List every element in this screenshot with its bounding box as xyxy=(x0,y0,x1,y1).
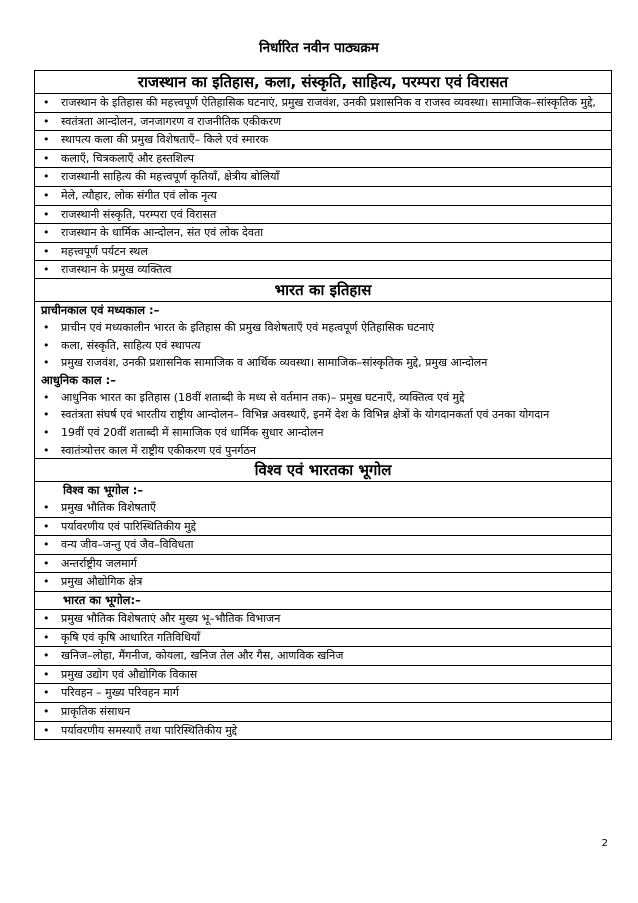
list-item: • वन्य जीव–जन्तु एवं जैव–विविधता xyxy=(35,536,611,555)
section-body-geography xyxy=(35,482,611,739)
list-item: • कला, संस्कृति, साहित्य एवं स्थापत्य xyxy=(35,337,611,355)
list-item: • पर्यावरणीय समस्याएँ तथा पारिस्थितिकीय मुद्दे xyxy=(35,722,611,740)
list-item: • महत्त्वपूर्ण पर्यटन स्थल xyxy=(35,243,611,262)
list-item: • राजस्थान के इतिहास की महत्त्वपूर्ण ऐतिहासिक घटनाएं, प्रमुख राजवंश, उनकी प्रशासनिक व राजस्व व्यवस्था। सामाजिक–सांस्कृतिक मुद्दे, xyxy=(35,94,611,113)
list-item: • राजस्थानी संस्कृति, परम्परा एवं विरासत xyxy=(35,206,611,225)
list-item: • स्थापत्य कला की प्रमुख विशेषताएँ– किले एवं स्मारक xyxy=(35,131,611,150)
section-heading-rajasthan-history: राजस्थान का इतिहास, कला, संस्कृति, साहित्य, परम्परा एवं विरासत xyxy=(35,71,611,94)
page-title: निर्धारित नवीन पाठ्यक्रम xyxy=(259,40,379,56)
list-item: • प्रमुख उद्योग एवं औद्योगिक विकास xyxy=(35,666,611,685)
list-item: • प्रमुख भौतिक विशेषताएं और मुख्य भू–भौतिक विभाजन xyxy=(35,610,611,629)
list-item: • राजस्थानी साहित्य की महत्त्वपूर्ण कृतियाँ, क्षेत्रीय बोलियाँ xyxy=(35,168,611,187)
list-item: • प्रमुख राजवंश, उनकी प्रशासनिक सामाजिक व आर्थिक व्यवस्था। सामाजिक–सांस्कृतिक मुद्दे, प्रमुख आन्दोलन xyxy=(35,354,611,372)
subsection-heading-india-geography: भारत का भूगोल:– xyxy=(35,592,611,610)
list-item: • राजस्थान के धार्मिक आन्दोलन, संत एवं लोक देवता xyxy=(35,224,611,243)
subsection-heading-modern: आधुनिक काल :– xyxy=(41,372,116,387)
section-heading-india-history: भारत का इतिहास xyxy=(35,278,611,302)
list-item: • कलाएँ, चित्रकलाएँ और हस्तशिल्प xyxy=(35,150,611,169)
list-item: • स्वतंत्रता आन्दोलन, जनजागरण व राजनीतिक एकीकरण xyxy=(35,113,611,132)
syllabus-table xyxy=(34,70,612,740)
list-item: • पर्यावरणीय एवं पारिस्थितिकीय मुद्दे xyxy=(35,518,611,537)
section-body-india-history xyxy=(35,302,611,459)
subsection-heading-ancient-medieval: प्राचीनकाल एवं मध्यकाल :– xyxy=(41,302,160,317)
page-number: 2 xyxy=(601,838,608,849)
section-heading-geography: विश्व एवं भारतका भूगोल xyxy=(35,458,611,482)
list-item: • स्वातंत्र्योत्तर काल में राष्ट्रीय एकीकरण एवं पुनर्गठन xyxy=(35,442,611,460)
list-item: • मेले, त्यौहार, लोक संगीत एवं लोक नृत्य xyxy=(35,187,611,206)
list-item: • प्रमुख औद्योगिक क्षेत्र xyxy=(35,573,611,592)
list-item: • कृषि एवं कृषि आधारित गतिविधियाँ xyxy=(35,629,611,648)
section-body-rajasthan-history xyxy=(35,94,611,279)
list-item: • अन्तर्राष्ट्रीय जलमार्ग xyxy=(35,555,611,574)
list-item: • प्रमुख भौतिक विशेषताएँ xyxy=(35,499,611,518)
list-item: • स्वतंत्रता संघर्ष एवं भारतीय राष्ट्रीय आन्दोलन– विभिन्न अवस्थाएँ, इनमें देश के विभिन्न क्षेत्रों के योगदानकर्ता एवं उनका योगदान xyxy=(35,406,611,424)
list-item: • प्राकृतिक संसाधन xyxy=(35,703,611,722)
list-item: • परिवहन – मुख्य परिवहन मार्ग xyxy=(35,684,611,703)
subsection-heading-world-geography: विश्व का भूगोल :– xyxy=(63,483,144,498)
list-item: • आधुनिक भारत का इतिहास (18वीं शताब्दी के मध्य से वर्तमान तक)– प्रमुख घटनाएँ, व्यक्तित्व एवं मुद्दे xyxy=(35,389,611,407)
list-item: • 19वीं एवं 20वीं शताब्दी में सामाजिक एवं धार्मिक सुधार आन्दोलन xyxy=(35,424,611,442)
list-item: • राजस्थान के प्रमुख व्यक्तित्व xyxy=(35,261,611,279)
list-item: • प्राचीन एवं मध्यकालीन भारत के इतिहास की प्रमुख विशेषताएँ एवं महत्वपूर्ण ऐतिहासिक घटनाएं xyxy=(35,319,611,337)
list-item: • खनिज–लोहा, मैंगनीज, कोयला, खनिज तेल और गैस, आणविक खनिज xyxy=(35,647,611,666)
